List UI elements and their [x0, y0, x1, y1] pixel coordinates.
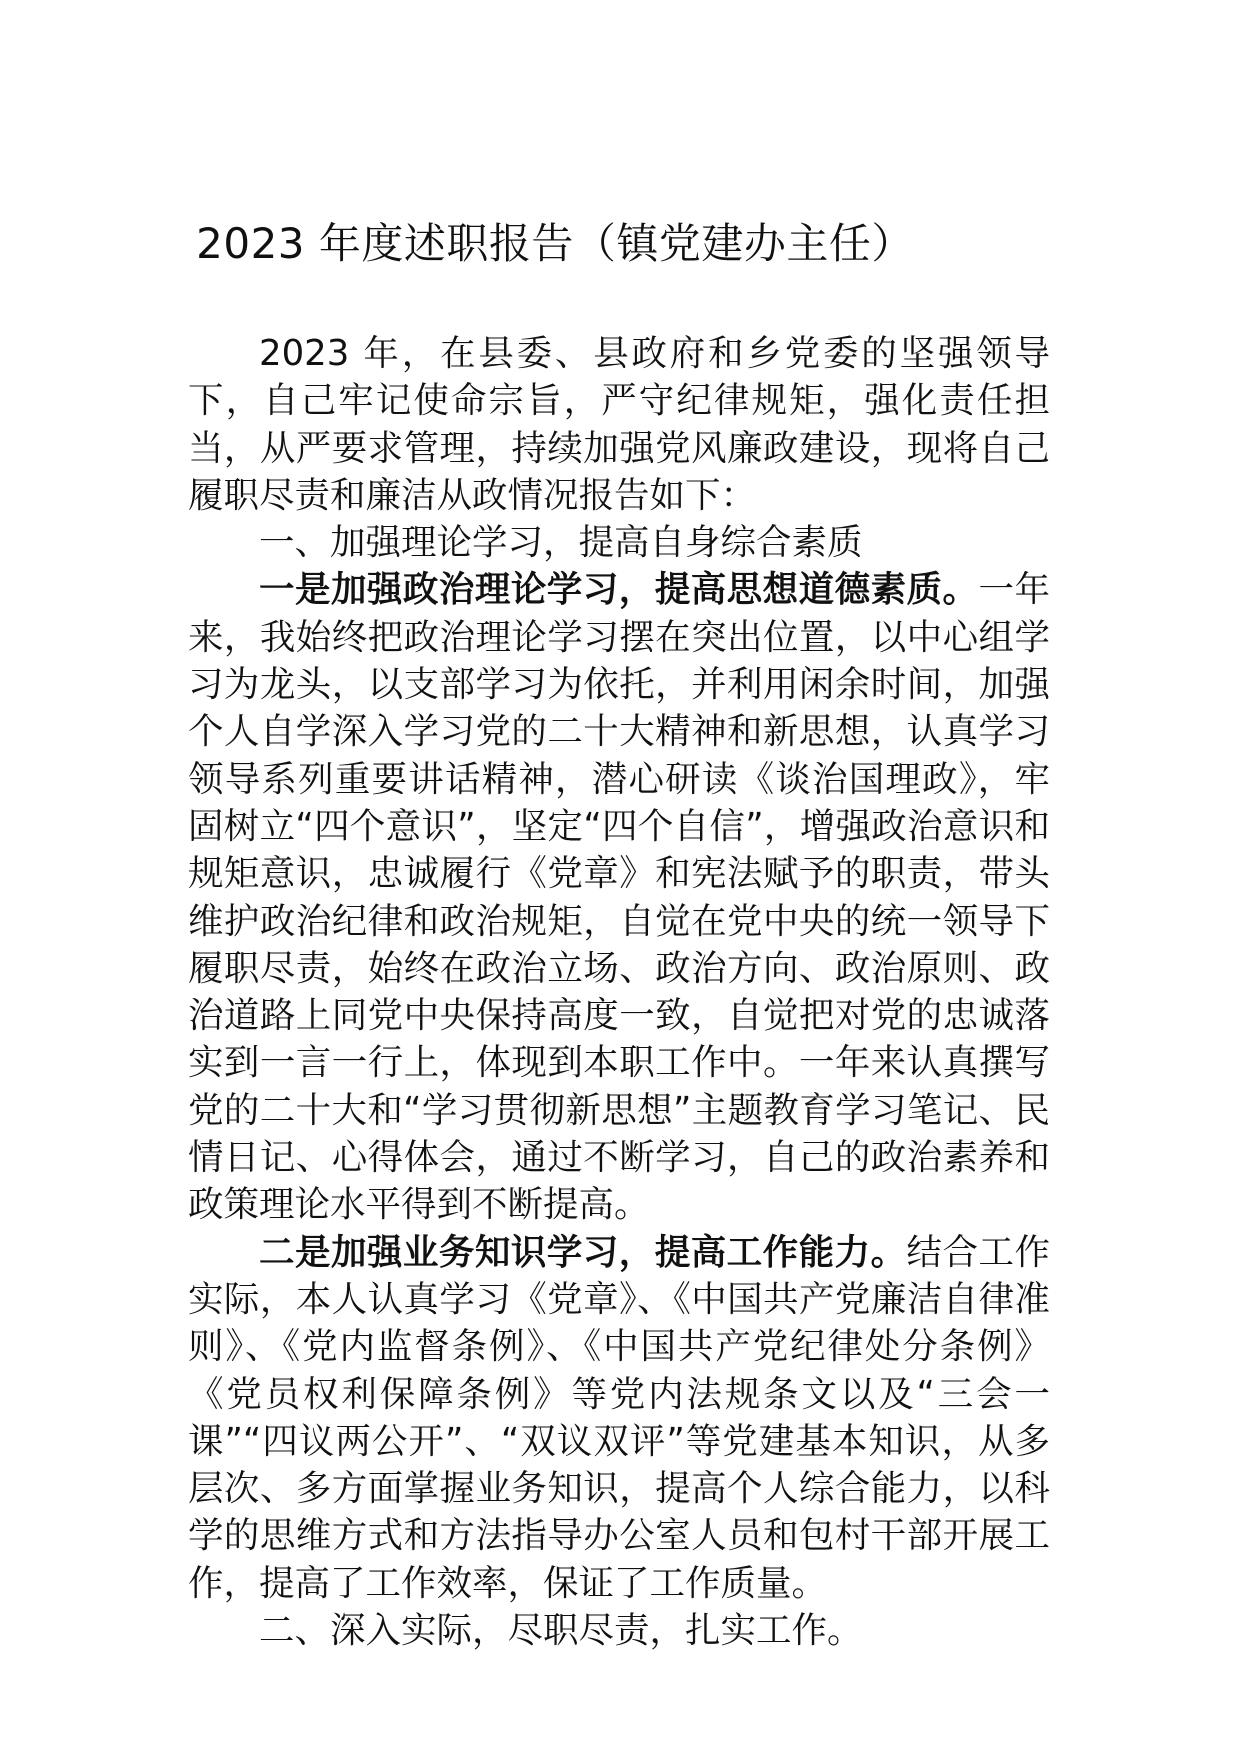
- point-text-1: 一年来，我始终把政治理论学习摆在突出位置，以中心组学习为龙头，以支部学习为依托，并利用闲余时间，加强个人自学深入学习党的二十大精神和新思想，认真学习领导系列重要讲话精神，潜心研读《谈治国理政》，牢固树立“四个意识”，坚定“四个自信”，增强政治意识和规矩意识，忠诚履行《党章》和宪法赋予的职责，带头维护政治纪律和政治规矩，自觉在党中央的统一领导下履职尽责，始终在政治立场、政治方向、政治原则、政治道路上同党中央保持高度一致，自觉把对党的忠诚落实到一言一行上，体现到本职工作中。一年来认真撰写党的二十大和“学习贯彻新思想”主题教育学习笔记、民情日记、心得体会，通过不断学习，自己的政治素养和政策理论水平得到不断提高。: [188, 569, 1050, 1226]
- document-body: [188, 330, 1050, 1654]
- point-lead-2: 二是加强业务知识学习，提高工作能力。: [259, 1231, 907, 1273]
- point-lead-1: 一是加强政治理论学习，提高思想道德素质。: [259, 569, 979, 611]
- intro-paragraph: 2023 年，在县委、县政府和乡党委的坚强领导下，自己牢记使命宗旨，严守纪律规矩，强化责任担当，从严要求管理，持续加强党风廉政建设，现将自己履职尽责和廉洁从政情况报告如下：: [188, 333, 1050, 516]
- point-paragraph-2: [188, 1229, 1050, 1607]
- document-title: 2023 年度述职报告（镇党建办主任）: [196, 219, 914, 268]
- section-heading-2: 二、深入实际，尽职尽责，扎实工作。: [259, 1610, 863, 1652]
- point-text-2: 结合工作实际，本人认真学习《党章》、《中国共产党廉洁自律准则》、《党内监督条例》、《中国共产党纪律处分条例》《党员权利保障条例》等党内法规条文以及“三会一课”“四议两公开”、“双议双评”等党建基本知识，从多层次、多方面掌握业务知识，提高个人综合能力，以科学的思维方式和方法指导办公室人员和包村干部开展工作，提高了工作效率，保证了工作质量。: [188, 1231, 1050, 1604]
- section-heading-1: 一、加强理论学习，提高自身综合素质: [259, 522, 863, 564]
- point-paragraph-1: [188, 566, 1050, 1228]
